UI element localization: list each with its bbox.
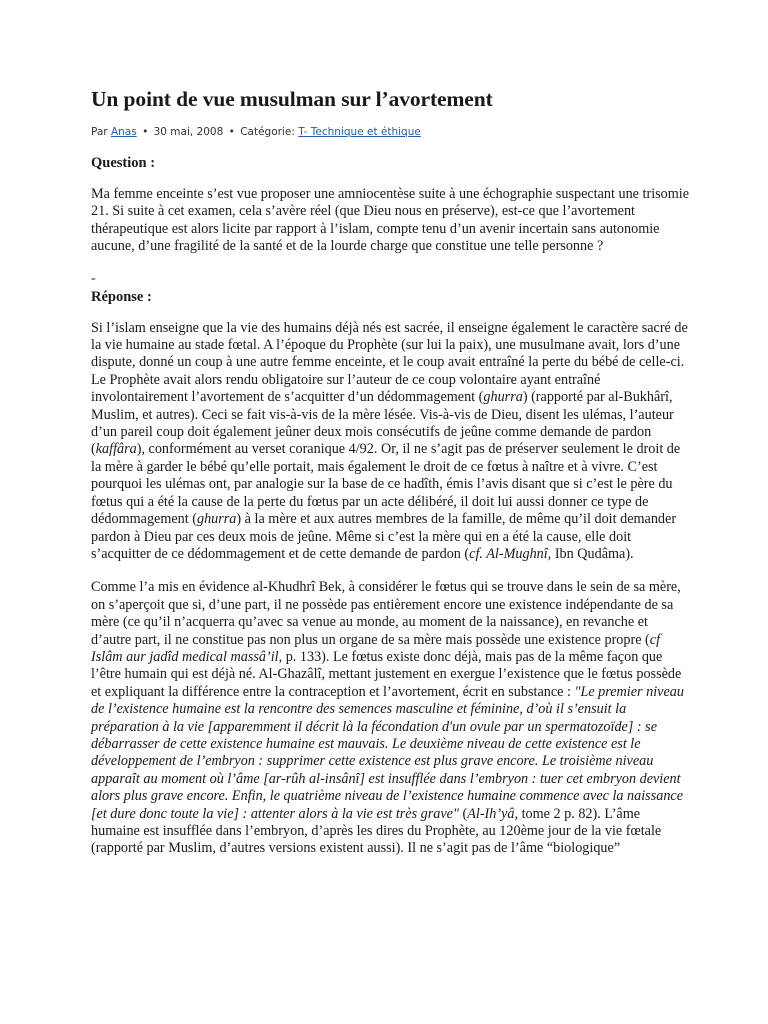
italic-citation: Al-Ih’yâ [467,805,515,822]
italic-term: ghurra [196,511,237,528]
article-title: Un point de vue musulman sur l’avortement [91,87,493,111]
meta-separator: • [142,126,149,138]
response-heading: Réponse : [91,288,152,305]
meta-date: 30 mai, 2008 [153,126,224,138]
meta-by-label: Par [91,126,108,138]
text-run: ) à la mère et aux autres membres de la famille, de même qu’il doit demander pardon à Dieu par ces deux mois de jeûne. Même si c’est la mère qui en a été la cause, elle doit s’acquitter de ce dédommagement et de cette demande de pardon ( [91,511,677,562]
text-run: ) (rapporté par al-Bukhârî, Muslim, et autres). Ceci se fait vis-à-vis de la mère lésée. Vis-à-vis de Dieu, disent les ulémas, l’auteur d’un pareil coup doit également jeûner deux mois consécutifs de jeûne comme demande de pardon ( [91,389,674,458]
text-run: ), conformément au verset coranique 4/92. Or, il ne s’agit pas de préserver seulement le droit de la mère à garder le bébé qu’elle portait, mais également le droit de ce fœtus à naître et à vivre. C’est pourquoi les ulémas ont, par analogie sur la base de ce hadîth, émis l’avis disant que si c’est le père du fœtus qui a été la cause de la perte du fœtus par un acte délibéré, il doit lui aussi donner ce type de dédommagement ( [91,441,681,528]
text-run: Comme l’a mis en évidence al-Khudhrî Bek, à considérer le fœtus qui se trouve dans le sein de sa mère, on s’aperçoit que si, d’une part, il ne possède pas entièrement encore une existence indépendante de sa mère (ce qu’il n’acquerra qu’avec sa venue au monde, au moment de la naissance), en revanche et d’autre part, il ne constitue pas non plus un organe de sa mère mais possède une existence propre ( [91,579,681,648]
question-heading: Question : [91,155,156,171]
author-link[interactable]: Anas [110,126,137,138]
text-run: , p. 133). Le fœtus existe donc déjà, mais pas de la même façon que l’être humain qui est déjà né. Al-Ghazâlî, mettant justement en exergue l’existence que le fœtus possède et expliquant la différence entre la contraception et l’avortement, écrit en substance : [91,648,682,700]
italic-citation: cf Islâm aur jadîd medical massâ’il [91,631,661,665]
article [91,84,691,858]
italic-citation: cf. Al-Mughnî [469,545,548,562]
response-paragraph-2 [91,579,691,858]
response-paragraph-1 [91,320,691,564]
text-run: , Ibn Qudâma). [547,545,634,562]
italic-quote: "Le premier niveau de l’existence humaine est la rencontre des semences masculine et féminine, d’où il s’ensuit la préparation à la vie [apparemment il décrit là la fécondation d'un ovule par un spermatozoïde] : se débarrasser de cette existence humaine est mauvais. Le deuxième niveau de cette existence est le développement de l’embryon : supprimer cette existence est plus grave encore. Le troisième niveau apparaît au moment où l’âme [ar-rûh al-insânî] est insufflée dans l’embryon : tuer cet embryon devient alors plus grave encore. Enfin, le quatrième niveau de l’existence humaine commence avec la naissance [et dure donc toute la vie] : attenter alors à la vie est très grave" [91,683,684,822]
text-run: , tome 2 p. 82). L’âme humaine est insufflée dans l’embryon, d’après les dires du Prophète, au 120ème jour de la vie fœtale (rapporté par Muslim, d’autres versions existent aussi). Il ne s’agit pas de l’âme “biologique” [91,805,662,857]
article-meta [91,124,691,140]
italic-term: kaffâra [95,441,137,458]
italic-term: ghurra [483,389,523,406]
question-text: Ma femme enceinte s’est vue proposer une amniocentèse suite à une échographie suspectant une trisomie 21. Si suite à cet examen, cela s’avère réel (que Dieu nous en préserve), est-ce que l’avortement thérapeutique est alors licite par rapport à l’islam, compte tenu d’un avenir incertain sans autonomie aucune, d’une fragilité de la santé et de la lourde charge que constitue une telle personne ? [91,186,690,255]
section-dash: - [91,270,96,286]
category-link[interactable]: T- Technique et éthique [298,126,421,138]
text-run: Si l’islam enseigne que la vie des humains déjà nés est sacrée, il enseigne également le caractère sacré de la vie humaine au stade fœtal. A l’époque du Prophète (sur lui la paix), une musulmane avait, lors d’une dispute, donné un coup à une autre femme enceinte, et le coup avait entraîné la perte du bébé de celle-ci. Le Prophète avait alors rendu obligatoire sur l’auteur de ce coup volontaire ayant entraîné involontairement l’avortement de s’acquitter d’un dédommagement ( [91,319,688,406]
meta-category-label: Catégorie: [240,126,295,138]
text-run: ( [458,805,468,822]
meta-separator: • [228,126,235,138]
